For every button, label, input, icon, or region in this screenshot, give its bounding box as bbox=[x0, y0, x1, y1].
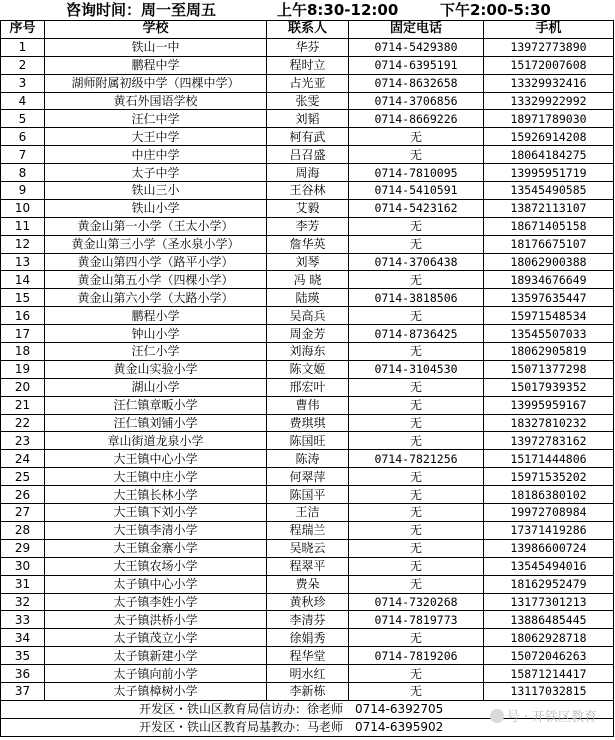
mobile-phone: 17371419286 bbox=[484, 521, 614, 539]
school-name: 汪仁小学 bbox=[45, 343, 267, 361]
mobile-phone: 15871214417 bbox=[484, 665, 614, 683]
footer-complaint-office: 开发区・铁山区教育局信访办：徐老师 0714-6392705 bbox=[139, 702, 444, 717]
contact-person: 陈国旺 bbox=[267, 432, 349, 450]
table-row bbox=[1, 450, 614, 468]
row-index: 32 bbox=[1, 593, 45, 611]
row-index: 17 bbox=[1, 325, 45, 343]
row-index: 36 bbox=[1, 665, 45, 683]
contact-person: 刘韬 bbox=[267, 110, 349, 128]
contact-person: 詹华英 bbox=[267, 235, 349, 253]
contact-person: 周海 bbox=[267, 164, 349, 182]
school-contact-table bbox=[0, 20, 614, 737]
contact-person: 吴高兵 bbox=[267, 307, 349, 325]
mobile-phone: 15171444806 bbox=[484, 450, 614, 468]
mobile-phone: 18062928718 bbox=[484, 629, 614, 647]
account-icon bbox=[490, 709, 504, 723]
mobile-phone: 18062905819 bbox=[484, 343, 614, 361]
school-name: 铁山小学 bbox=[45, 199, 267, 217]
landline-phone: 0714-8669226 bbox=[349, 110, 484, 128]
landline-phone: 无 bbox=[349, 414, 484, 432]
mobile-phone: 13545507033 bbox=[484, 325, 614, 343]
contact-person: 程时立 bbox=[267, 56, 349, 74]
school-name: 太子镇李姓小学 bbox=[45, 593, 267, 611]
mobile-phone: 18162952479 bbox=[484, 575, 614, 593]
contact-person: 刘海东 bbox=[267, 343, 349, 361]
contact-person: 吕召盛 bbox=[267, 146, 349, 164]
row-index: 6 bbox=[1, 128, 45, 146]
landline-phone: 0714-5423162 bbox=[349, 199, 484, 217]
row-index: 28 bbox=[1, 521, 45, 539]
contact-person: 费琪琪 bbox=[267, 414, 349, 432]
row-index: 5 bbox=[1, 110, 45, 128]
table-row bbox=[1, 92, 614, 110]
contact-person: 何翠萍 bbox=[267, 468, 349, 486]
afternoon-hours: 下午2:00-5:30 bbox=[440, 1, 551, 19]
mobile-phone: 13995951719 bbox=[484, 164, 614, 182]
contact-person: 陆瑛 bbox=[267, 289, 349, 307]
school-name: 黄金山第六小学（大路小学） bbox=[45, 289, 267, 307]
row-index: 19 bbox=[1, 360, 45, 378]
contact-person: 徐娟秀 bbox=[267, 629, 349, 647]
table-row bbox=[1, 486, 614, 504]
row-index: 10 bbox=[1, 199, 45, 217]
landline-phone: 无 bbox=[349, 307, 484, 325]
mobile-phone: 18327810232 bbox=[484, 414, 614, 432]
landline-phone: 0714-3706856 bbox=[349, 92, 484, 110]
school-name: 太子镇向前小学 bbox=[45, 665, 267, 683]
table-row bbox=[1, 539, 614, 557]
mobile-phone: 18186380102 bbox=[484, 486, 614, 504]
school-name: 黄金山第一小学（王太小学） bbox=[45, 217, 267, 235]
table-row bbox=[1, 235, 614, 253]
consult-days: 咨询时间：周一至周五 bbox=[66, 1, 217, 19]
col-header-school: 学校 bbox=[45, 21, 267, 39]
school-name: 章山街道龙泉小学 bbox=[45, 432, 267, 450]
table-row bbox=[1, 217, 614, 235]
landline-phone: 0714-5410591 bbox=[349, 182, 484, 200]
mobile-phone: 18671405158 bbox=[484, 217, 614, 235]
table-row bbox=[1, 521, 614, 539]
table-row bbox=[1, 665, 614, 683]
landline-phone: 无 bbox=[349, 468, 484, 486]
row-index: 7 bbox=[1, 146, 45, 164]
row-index: 24 bbox=[1, 450, 45, 468]
watermark-text: 号 · 开铁区教育 bbox=[506, 710, 597, 725]
table-row bbox=[1, 682, 614, 700]
landline-phone: 无 bbox=[349, 665, 484, 683]
mobile-phone: 15017939352 bbox=[484, 378, 614, 396]
landline-phone: 无 bbox=[349, 217, 484, 235]
contact-person: 吴晓云 bbox=[267, 539, 349, 557]
mobile-phone: 13117032815 bbox=[484, 682, 614, 700]
contact-person: 刘琴 bbox=[267, 253, 349, 271]
landline-phone: 0714-8736425 bbox=[349, 325, 484, 343]
school-name: 大王镇中心小学 bbox=[45, 450, 267, 468]
school-name: 太子镇茂立小学 bbox=[45, 629, 267, 647]
row-index: 27 bbox=[1, 504, 45, 522]
school-name: 大王镇下刘小学 bbox=[45, 504, 267, 522]
school-name: 大王镇李清小学 bbox=[45, 521, 267, 539]
row-index: 1 bbox=[1, 38, 45, 56]
school-name: 大王中学 bbox=[45, 128, 267, 146]
table-row bbox=[1, 146, 614, 164]
row-index: 4 bbox=[1, 92, 45, 110]
table-row bbox=[1, 325, 614, 343]
footer-basic-education-office: 开发区・铁山区教育局基教办：马老师 0714-6395902 bbox=[139, 720, 444, 735]
row-index: 11 bbox=[1, 217, 45, 235]
table-row bbox=[1, 575, 614, 593]
contact-person: 程华堂 bbox=[267, 647, 349, 665]
school-name: 汪仁中学 bbox=[45, 110, 267, 128]
mobile-phone: 15971548534 bbox=[484, 307, 614, 325]
school-name: 钟山小学 bbox=[45, 325, 267, 343]
school-name: 太子镇洪桥小学 bbox=[45, 611, 267, 629]
school-name: 黄金山第三小学（圣水泉小学） bbox=[45, 235, 267, 253]
landline-phone: 无 bbox=[349, 575, 484, 593]
table-row bbox=[1, 128, 614, 146]
mobile-phone: 18971789030 bbox=[484, 110, 614, 128]
row-index: 29 bbox=[1, 539, 45, 557]
contact-person: 明水红 bbox=[267, 665, 349, 683]
col-header-landline: 固定电话 bbox=[349, 21, 484, 39]
col-header-mobile: 手机 bbox=[484, 21, 614, 39]
table-row bbox=[1, 182, 614, 200]
table-row bbox=[1, 593, 614, 611]
row-index: 21 bbox=[1, 396, 45, 414]
mobile-phone: 13972783162 bbox=[484, 432, 614, 450]
row-index: 20 bbox=[1, 378, 45, 396]
row-index: 35 bbox=[1, 647, 45, 665]
school-name: 中庄中学 bbox=[45, 146, 267, 164]
mobile-phone: 13886485445 bbox=[484, 611, 614, 629]
mobile-phone: 18934676649 bbox=[484, 271, 614, 289]
landline-phone: 无 bbox=[349, 432, 484, 450]
consult-time-header bbox=[0, 0, 615, 20]
school-name: 太子镇樟树小学 bbox=[45, 682, 267, 700]
school-name: 黄石外国语学校 bbox=[45, 92, 267, 110]
table-row bbox=[1, 468, 614, 486]
mobile-phone: 19972708984 bbox=[484, 504, 614, 522]
contact-person: 华芬 bbox=[267, 38, 349, 56]
landline-phone: 0714-3706438 bbox=[349, 253, 484, 271]
landline-phone: 0714-7320268 bbox=[349, 593, 484, 611]
mobile-phone: 15971535202 bbox=[484, 468, 614, 486]
contact-person: 冯 晓 bbox=[267, 271, 349, 289]
landline-phone: 无 bbox=[349, 504, 484, 522]
landline-phone: 0714-7819206 bbox=[349, 647, 484, 665]
table-row bbox=[1, 289, 614, 307]
contact-person: 李新栋 bbox=[267, 682, 349, 700]
school-name: 大王镇金寨小学 bbox=[45, 539, 267, 557]
contact-person: 王谷林 bbox=[267, 182, 349, 200]
landline-phone: 无 bbox=[349, 486, 484, 504]
row-index: 18 bbox=[1, 343, 45, 361]
school-name: 汪仁镇刘铺小学 bbox=[45, 414, 267, 432]
table-row bbox=[1, 307, 614, 325]
row-index: 9 bbox=[1, 182, 45, 200]
school-name: 大王镇长林小学 bbox=[45, 486, 267, 504]
row-index: 12 bbox=[1, 235, 45, 253]
landline-phone: 无 bbox=[349, 146, 484, 164]
table-row bbox=[1, 504, 614, 522]
row-index: 22 bbox=[1, 414, 45, 432]
contact-person: 陈涛 bbox=[267, 450, 349, 468]
landline-phone: 0714-3818506 bbox=[349, 289, 484, 307]
mobile-phone: 13545490585 bbox=[484, 182, 614, 200]
school-name: 湖山小学 bbox=[45, 378, 267, 396]
row-index: 14 bbox=[1, 271, 45, 289]
landline-phone: 无 bbox=[349, 271, 484, 289]
school-name: 黄金山实验小学 bbox=[45, 360, 267, 378]
contact-person: 陈文姬 bbox=[267, 360, 349, 378]
contact-person: 周金芳 bbox=[267, 325, 349, 343]
table-row bbox=[1, 164, 614, 182]
table-row bbox=[1, 378, 614, 396]
row-index: 25 bbox=[1, 468, 45, 486]
landline-phone: 无 bbox=[349, 539, 484, 557]
mobile-phone: 13986600724 bbox=[484, 539, 614, 557]
row-index: 15 bbox=[1, 289, 45, 307]
school-name: 太子镇中心小学 bbox=[45, 575, 267, 593]
col-header-contact: 联系人 bbox=[267, 21, 349, 39]
contact-person: 王洁 bbox=[267, 504, 349, 522]
row-index: 3 bbox=[1, 74, 45, 92]
row-index: 23 bbox=[1, 432, 45, 450]
landline-phone: 无 bbox=[349, 629, 484, 647]
mobile-phone: 15072046263 bbox=[484, 647, 614, 665]
landline-phone: 0714-5429380 bbox=[349, 38, 484, 56]
landline-phone: 0714-6395191 bbox=[349, 56, 484, 74]
table-row bbox=[1, 271, 614, 289]
school-name: 鹏程小学 bbox=[45, 307, 267, 325]
landline-phone: 0714-7819773 bbox=[349, 611, 484, 629]
contact-person: 李芳 bbox=[267, 217, 349, 235]
mobile-phone: 15071377298 bbox=[484, 360, 614, 378]
contact-person: 李清芬 bbox=[267, 611, 349, 629]
mobile-phone: 13177301213 bbox=[484, 593, 614, 611]
mobile-phone: 18064184275 bbox=[484, 146, 614, 164]
landline-phone: 无 bbox=[349, 235, 484, 253]
contact-person: 黄秋珍 bbox=[267, 593, 349, 611]
school-name: 太子中学 bbox=[45, 164, 267, 182]
watermark bbox=[490, 706, 597, 725]
mobile-phone: 13597635447 bbox=[484, 289, 614, 307]
row-index: 26 bbox=[1, 486, 45, 504]
table-header-row bbox=[1, 21, 614, 39]
table-row bbox=[1, 199, 614, 217]
landline-phone: 无 bbox=[349, 521, 484, 539]
mobile-phone: 13545494016 bbox=[484, 557, 614, 575]
row-index: 2 bbox=[1, 56, 45, 74]
row-index: 37 bbox=[1, 682, 45, 700]
landline-phone: 0714-8632658 bbox=[349, 74, 484, 92]
school-name: 黄金山第四小学（路平小学） bbox=[45, 253, 267, 271]
school-name: 大王镇中庄小学 bbox=[45, 468, 267, 486]
table-row bbox=[1, 74, 614, 92]
row-index: 8 bbox=[1, 164, 45, 182]
landline-phone: 无 bbox=[349, 343, 484, 361]
col-header-index: 序号 bbox=[1, 21, 45, 39]
contact-person: 程翠平 bbox=[267, 557, 349, 575]
mobile-phone: 15926914208 bbox=[484, 128, 614, 146]
contact-person: 艾毅 bbox=[267, 199, 349, 217]
table-row bbox=[1, 557, 614, 575]
row-index: 33 bbox=[1, 611, 45, 629]
mobile-phone: 15172007608 bbox=[484, 56, 614, 74]
table-row bbox=[1, 611, 614, 629]
row-index: 13 bbox=[1, 253, 45, 271]
school-name: 汪仁镇章畈小学 bbox=[45, 396, 267, 414]
landline-phone: 无 bbox=[349, 682, 484, 700]
mobile-phone: 13329922992 bbox=[484, 92, 614, 110]
table-row bbox=[1, 360, 614, 378]
contact-person: 程瑞兰 bbox=[267, 521, 349, 539]
table-row bbox=[1, 647, 614, 665]
table-body bbox=[1, 38, 614, 700]
morning-hours: 上午8:30-12:00 bbox=[277, 1, 399, 19]
contact-person: 柯有武 bbox=[267, 128, 349, 146]
mobile-phone: 13995959167 bbox=[484, 396, 614, 414]
mobile-phone: 13872113107 bbox=[484, 199, 614, 217]
table-row bbox=[1, 38, 614, 56]
contact-person: 张雯 bbox=[267, 92, 349, 110]
table-row bbox=[1, 253, 614, 271]
mobile-phone: 18176675107 bbox=[484, 235, 614, 253]
table-row bbox=[1, 56, 614, 74]
table-row bbox=[1, 414, 614, 432]
table-row bbox=[1, 629, 614, 647]
landline-phone: 0714-7810095 bbox=[349, 164, 484, 182]
landline-phone: 0714-3104530 bbox=[349, 360, 484, 378]
school-name: 湖师附属初级中学（四棵中学） bbox=[45, 74, 267, 92]
row-index: 34 bbox=[1, 629, 45, 647]
table-row bbox=[1, 110, 614, 128]
landline-phone: 无 bbox=[349, 378, 484, 396]
landline-phone: 0714-7821256 bbox=[349, 450, 484, 468]
table-row bbox=[1, 432, 614, 450]
school-name: 铁山三小 bbox=[45, 182, 267, 200]
mobile-phone: 13329932416 bbox=[484, 74, 614, 92]
landline-phone: 无 bbox=[349, 557, 484, 575]
school-name: 太子镇新建小学 bbox=[45, 647, 267, 665]
school-name: 大王镇农场小学 bbox=[45, 557, 267, 575]
landline-phone: 无 bbox=[349, 128, 484, 146]
contact-person: 曹伟 bbox=[267, 396, 349, 414]
row-index: 30 bbox=[1, 557, 45, 575]
row-index: 31 bbox=[1, 575, 45, 593]
contact-person: 占光亚 bbox=[267, 74, 349, 92]
contact-person: 费朵 bbox=[267, 575, 349, 593]
contact-person: 陈国平 bbox=[267, 486, 349, 504]
mobile-phone: 13972773890 bbox=[484, 38, 614, 56]
table-row bbox=[1, 343, 614, 361]
school-name: 黄金山第五小学（四棵小学） bbox=[45, 271, 267, 289]
school-name: 铁山一中 bbox=[45, 38, 267, 56]
row-index: 16 bbox=[1, 307, 45, 325]
contact-person: 邢宏叶 bbox=[267, 378, 349, 396]
school-name: 鹏程中学 bbox=[45, 56, 267, 74]
landline-phone: 无 bbox=[349, 396, 484, 414]
mobile-phone: 18062900388 bbox=[484, 253, 614, 271]
table-row bbox=[1, 396, 614, 414]
